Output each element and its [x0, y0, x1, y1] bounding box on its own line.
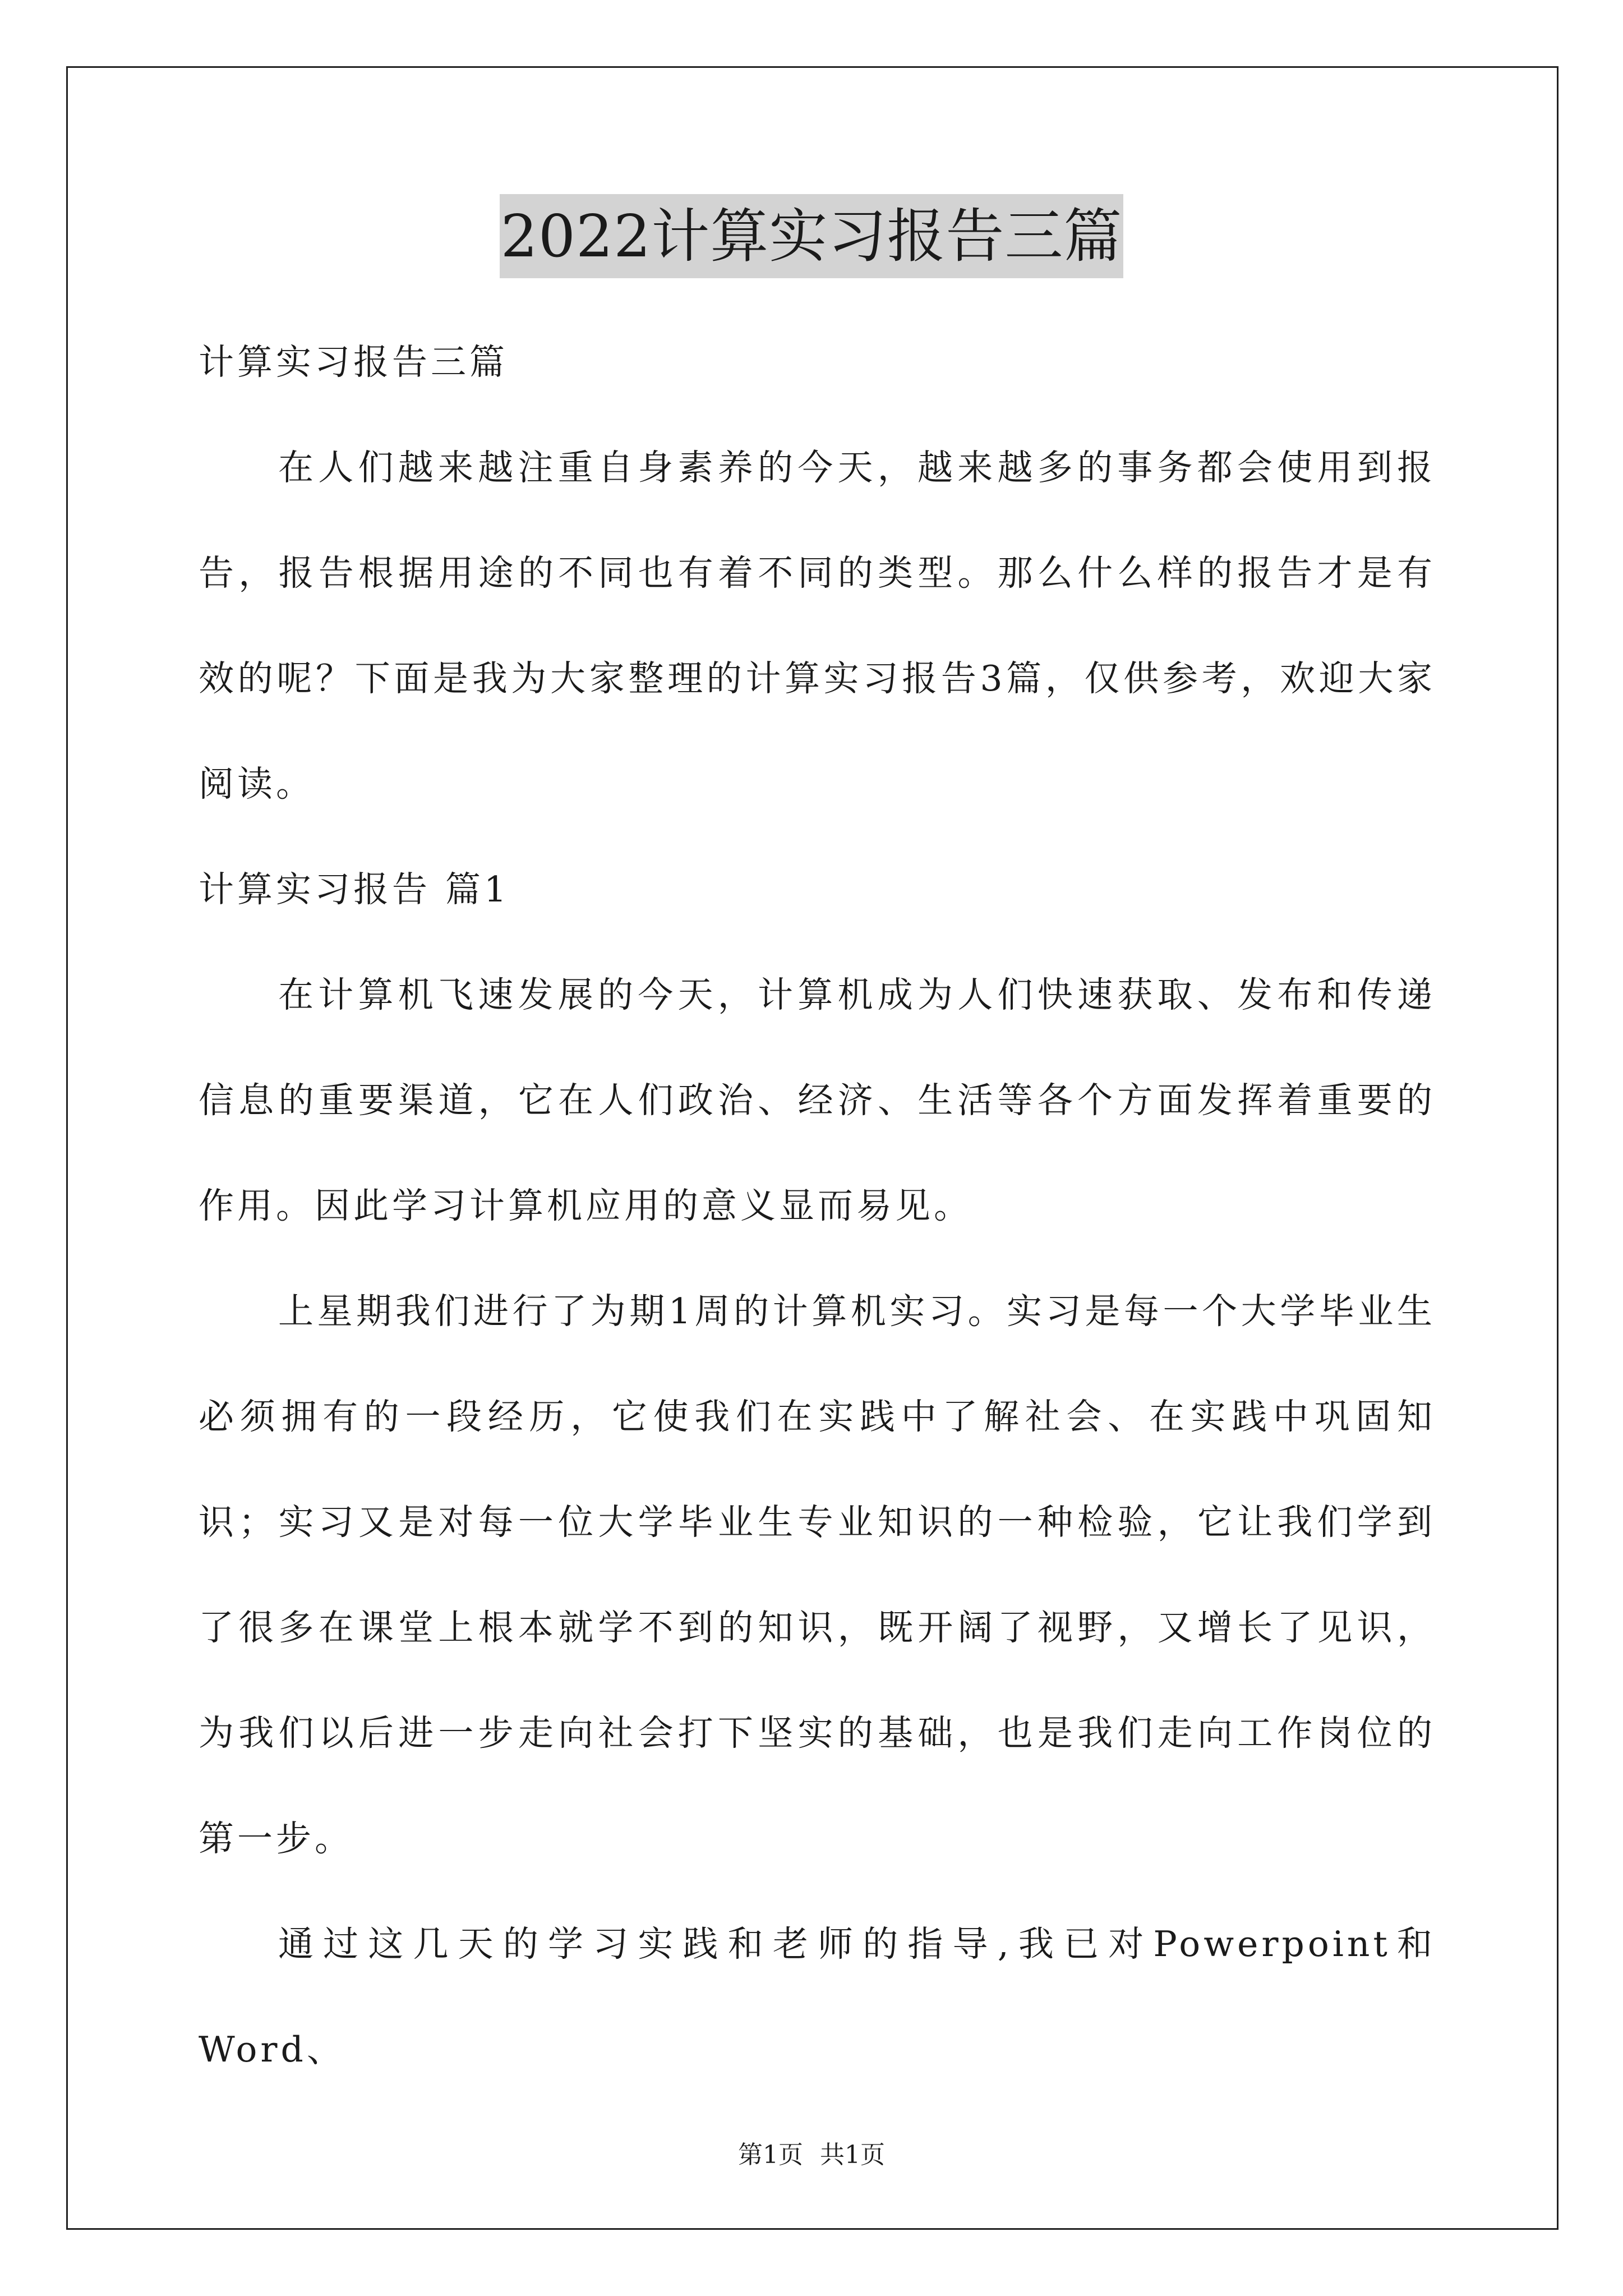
document-title: 2022计算实习报告三篇 — [500, 194, 1124, 278]
title-container — [0, 194, 1623, 278]
paragraph-3: 通过这几天的学习实践和老师的指导,我已对Powerpoint和Word、 — [199, 1924, 1436, 2070]
page-total: 共1页 — [820, 2141, 885, 2169]
paragraph-intro: 在人们越来越注重自身素养的今天，越来越多的事务都会使用到报告，报告根据用途的不同也有着不同的类型。那么什么样的报告才是有效的呢？下面是我为大家整理的计算实习报告3篇，仅供参考，欢迎大家阅读。 — [199, 447, 1436, 804]
page-footer — [0, 2138, 1623, 2172]
section-heading-1: 计算实习报告 篇1 — [199, 869, 510, 910]
paragraph-2: 上星期我们进行了为期1周的计算机实习。实习是每一个大学毕业生必须拥有的一段经历，它使我们在实践中了解社会、在实践中巩固知识；实习又是对每一位大学毕业生专业知识的一种检验，它让我们学到了很多在课堂上根本就学不到的知识，既开阔了视野，又增长了见识，为我们以后进一步走向社会打下坚实的基础，也是我们走向工作岗位的第一步。 — [199, 1291, 1436, 1859]
page-number: 第1页 — [738, 2141, 803, 2169]
document-body — [199, 310, 1436, 2102]
paragraph-1: 在计算机飞速发展的今天，计算机成为人们快速获取、发布和传递信息的重要渠道，它在人们政治、经济、生活等各个方面发挥着重要的作用。因此学习计算机应用的意义显而易见。 — [199, 974, 1436, 1226]
paragraph-subtitle: 计算实习报告三篇 — [199, 342, 508, 383]
